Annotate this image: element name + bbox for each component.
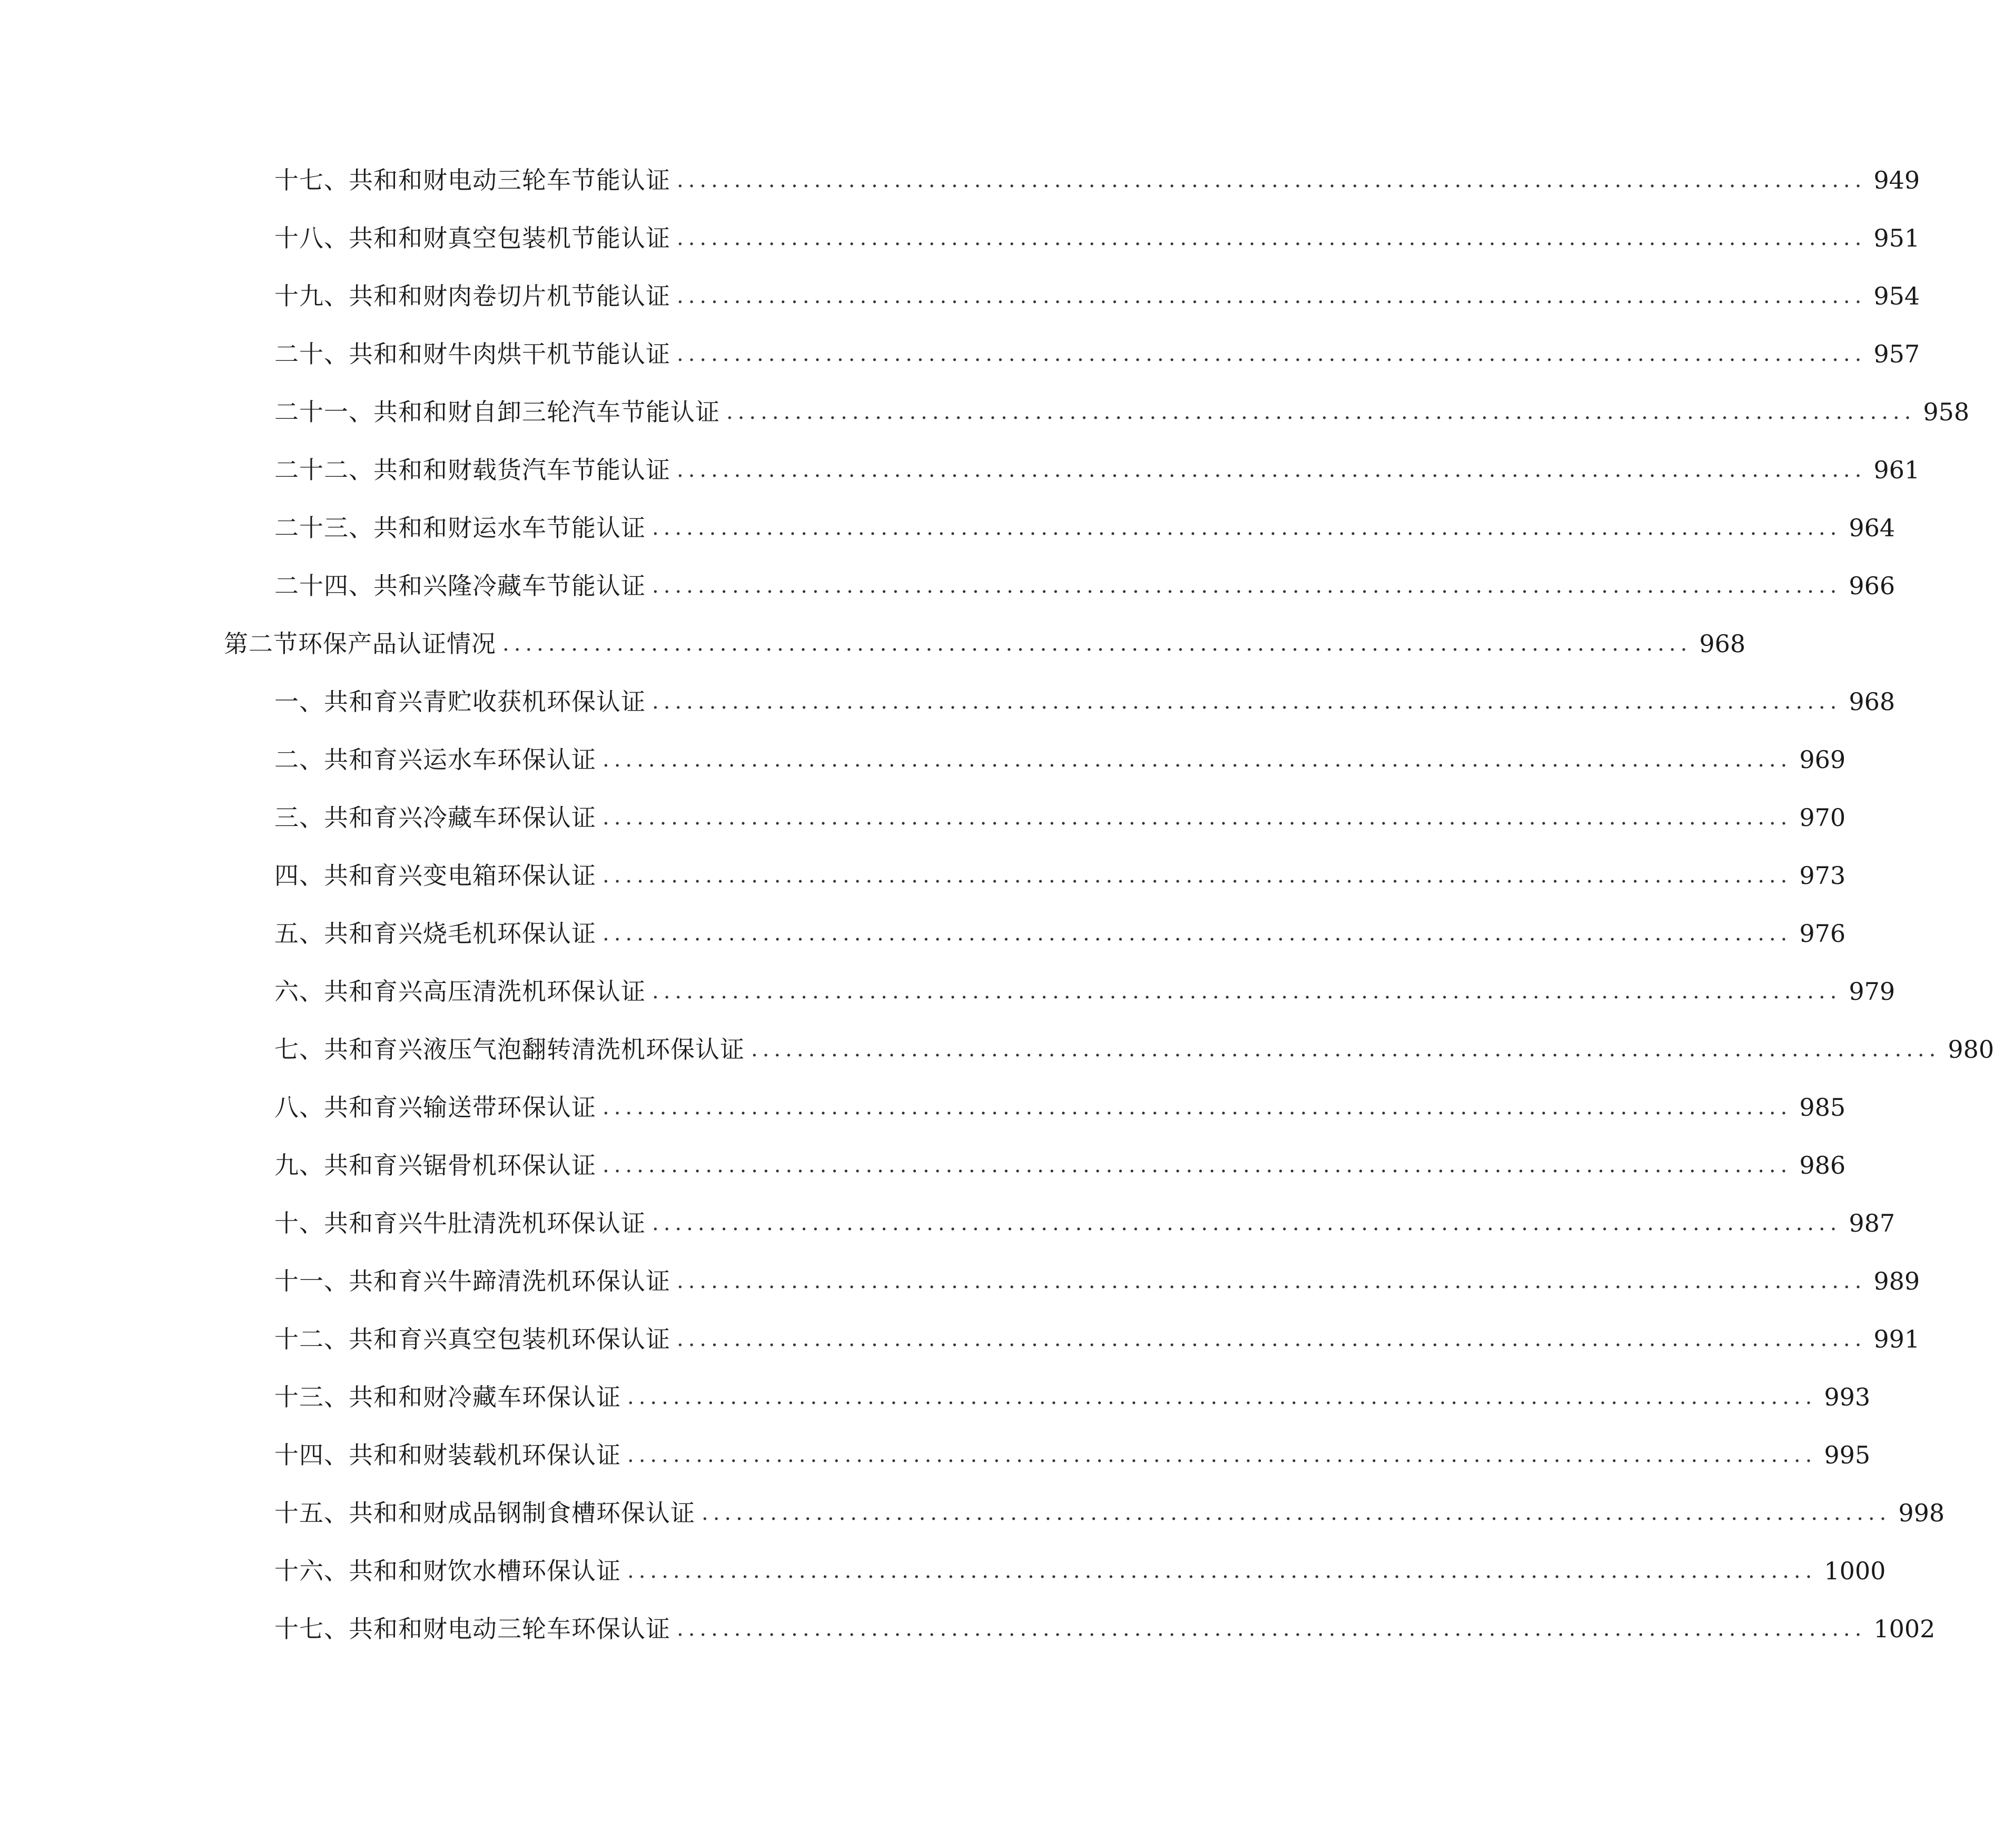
toc-entry-title: 共和育兴锯骨机环保认证 <box>324 1151 596 1179</box>
toc-dot-leader: ........................................................................................................ <box>603 1153 1792 1177</box>
toc-entry-title: 共和和财真空包装机节能认证 <box>349 224 670 252</box>
toc-dot-leader: ........................................................................................................ <box>751 1037 1941 1061</box>
toc-entry[interactable] <box>274 559 1896 602</box>
toc-entry[interactable] <box>274 270 1920 312</box>
toc-section-number: 第二节 <box>224 630 298 658</box>
toc-entry[interactable] <box>274 733 1846 775</box>
toc-entry-title: 共和育兴输送带环保认证 <box>324 1093 596 1122</box>
toc-entry-number: 五、 <box>274 919 324 948</box>
toc-entry-page: 964 <box>1849 514 1896 542</box>
toc-entry-number: 二十四、 <box>274 572 373 600</box>
toc-entry-number: 十七、 <box>274 166 349 194</box>
toc-entry-title: 共和育兴变电箱环保认证 <box>324 861 596 890</box>
toc-entry[interactable] <box>274 1255 1920 1297</box>
toc-dot-leader: ........................................................................................................ <box>677 284 1867 308</box>
toc-entry-number: 十四、 <box>274 1441 349 1469</box>
toc-entry-title: 共和和财牛肉烘干机节能认证 <box>349 340 670 368</box>
toc-dot-leader: ........................................................................................................ <box>652 516 1842 540</box>
toc-entry-page: 961 <box>1873 456 1920 484</box>
toc-entry-page: 966 <box>1849 572 1896 600</box>
toc-entry-page: 957 <box>1873 340 1920 368</box>
toc-section-title: 环保产品认证情况 <box>298 630 496 658</box>
toc-entry[interactable] <box>274 1313 1920 1355</box>
toc-entry-page: 949 <box>1873 166 1920 194</box>
toc-entry[interactable] <box>274 386 1970 428</box>
toc-dot-leader: ........................................................................................................ <box>627 1385 1817 1409</box>
toc-entry-title: 共和育兴烧毛机环保认证 <box>324 919 596 948</box>
toc-dot-leader: ........................................................................................................ <box>627 1559 1817 1583</box>
toc-entry[interactable] <box>274 1081 1846 1123</box>
toc-entry-page: 1000 <box>1824 1557 1886 1585</box>
toc-entry-title: 共和育兴青贮收获机环保认证 <box>324 687 646 716</box>
toc-entry[interactable] <box>274 212 1920 254</box>
toc-entry[interactable] <box>274 907 1846 949</box>
toc-entry-page: 968 <box>1699 630 1746 658</box>
toc-entry[interactable] <box>274 675 1896 717</box>
toc-entry-title: 共和和财成品钢制食槽环保认证 <box>349 1499 695 1527</box>
toc-entry[interactable] <box>274 1371 1871 1413</box>
toc-entry-title: 共和育兴牛肚清洗机环保认证 <box>324 1209 646 1237</box>
toc-entry[interactable] <box>274 849 1846 891</box>
toc-entry-page: 980 <box>1948 1035 1994 1064</box>
toc-entry-page: 1002 <box>1873 1615 1936 1643</box>
toc-entry-page: 969 <box>1799 745 1846 774</box>
toc-entry[interactable] <box>274 1487 1945 1529</box>
toc-entry[interactable] <box>274 1139 1846 1181</box>
toc-entry-page: 951 <box>1873 224 1920 252</box>
toc-entry-page: 995 <box>1824 1441 1871 1469</box>
toc-entry-number: 二十、 <box>274 340 349 368</box>
toc-entry-page: 979 <box>1849 977 1896 1006</box>
toc-entry-number: 十八、 <box>274 224 349 252</box>
toc-entry[interactable] <box>274 1545 1886 1587</box>
toc-entry-number: 三、 <box>274 803 324 832</box>
toc-entry-number: 二十一、 <box>274 398 373 426</box>
toc-entry-title: 共和育兴高压清洗机环保认证 <box>324 977 646 1006</box>
toc-entry-number: 二十二、 <box>274 456 373 484</box>
toc-entry-title: 共和和财饮水槽环保认证 <box>349 1557 621 1585</box>
toc-entry-title: 共和和财电动三轮车节能认证 <box>349 166 670 194</box>
toc-entry-number: 二十三、 <box>274 514 373 542</box>
toc-entry-number: 七、 <box>274 1035 324 1064</box>
toc-entry[interactable] <box>274 1023 1994 1065</box>
toc-entry-title: 共和育兴真空包装机环保认证 <box>349 1325 670 1353</box>
toc-entry[interactable] <box>274 328 1920 370</box>
toc-entry-number: 八、 <box>274 1093 324 1122</box>
toc-entry-title: 共和育兴液压气泡翻转清洗机环保认证 <box>324 1035 745 1064</box>
toc-entry-number: 十九、 <box>274 282 349 310</box>
toc-dot-leader: ........................................................................................................ <box>677 1327 1867 1351</box>
toc-entry-number: 十七、 <box>274 1615 349 1643</box>
toc-entry-number: 四、 <box>274 861 324 890</box>
toc-dot-leader: ........................................................................................................ <box>603 921 1792 946</box>
toc-dot-leader: ........................................................................................................ <box>603 1095 1792 1119</box>
toc-dot-leader: ........................................................................................................ <box>627 1443 1817 1467</box>
toc-entry-title: 共和和财电动三轮车环保认证 <box>349 1615 670 1643</box>
toc-dot-leader: ........................................................................................................ <box>702 1501 1891 1525</box>
toc-entry-page: 987 <box>1849 1209 1896 1237</box>
toc-entry-number: 一、 <box>274 687 324 716</box>
toc-entry-title: 共和和财运水车节能认证 <box>373 514 646 542</box>
toc-entry-page: 973 <box>1799 861 1846 890</box>
toc-entry-page: 976 <box>1799 919 1846 948</box>
toc-entry-number: 九、 <box>274 1151 324 1179</box>
toc-entry[interactable] <box>274 1603 1936 1645</box>
toc-entry[interactable] <box>274 502 1896 544</box>
toc-entry[interactable] <box>274 791 1846 833</box>
toc-entry-page: 998 <box>1898 1499 1945 1527</box>
toc-entry-number: 二、 <box>274 745 324 774</box>
toc-entry-number: 十五、 <box>274 1499 349 1527</box>
toc-entry[interactable] <box>274 1429 1871 1471</box>
toc-dot-leader: ........................................................................................................ <box>677 1617 1867 1641</box>
toc-entry-title: 共和育兴牛蹄清洗机环保认证 <box>349 1267 670 1295</box>
toc-entry-number: 十、 <box>274 1209 324 1237</box>
toc-section-heading[interactable] <box>224 617 1746 660</box>
toc-entry-number: 十一、 <box>274 1267 349 1295</box>
toc-entry-page: 986 <box>1799 1151 1846 1179</box>
toc-entry-title: 共和和财肉卷切片机节能认证 <box>349 282 670 310</box>
toc-entry[interactable] <box>274 1197 1896 1239</box>
toc-entry[interactable] <box>274 154 1920 196</box>
toc-dot-leader: ........................................................................................................ <box>726 400 1916 424</box>
toc-entry-page: 954 <box>1873 282 1920 310</box>
toc-entry-page: 970 <box>1799 803 1846 832</box>
toc-dot-leader: ........................................................................................................ <box>652 574 1842 598</box>
toc-dot-leader: ........................................................................................................ <box>677 1269 1867 1293</box>
toc-entry-page: 985 <box>1799 1093 1846 1122</box>
toc-entry-title: 共和和财自卸三轮汽车节能认证 <box>373 398 720 426</box>
toc-entry-title: 共和育兴运水车环保认证 <box>324 745 596 774</box>
toc-dot-leader: ........................................................................................................ <box>652 1211 1842 1235</box>
toc-dot-leader: ........................................................................................................ <box>603 748 1792 772</box>
toc-dot-leader: ........................................................................................................ <box>652 979 1842 1004</box>
toc-entry-page: 991 <box>1873 1325 1920 1353</box>
toc-entry-title: 共和育兴冷藏车环保认证 <box>324 803 596 832</box>
toc-dot-leader: ........................................................................................................ <box>677 226 1867 250</box>
toc-entry-number: 十六、 <box>274 1557 349 1585</box>
toc-dot-leader: ........................................................................................................ <box>603 863 1792 888</box>
toc-entry-page: 968 <box>1849 687 1896 716</box>
toc-entry[interactable] <box>274 965 1896 1007</box>
toc-dot-leader: ........................................................................................................ <box>603 805 1792 830</box>
toc-entry-title: 共和兴隆冷藏车节能认证 <box>373 572 646 600</box>
toc-entry-page: 993 <box>1824 1383 1871 1411</box>
toc-entry-title: 共和和财冷藏车环保认证 <box>349 1383 621 1411</box>
toc-dot-leader: ........................................................................................................ <box>652 690 1842 714</box>
toc-dot-leader: ........................................................................................................ <box>677 458 1867 482</box>
toc-entry[interactable] <box>274 444 1920 486</box>
toc-dot-leader: ........................................................................................................ <box>502 632 1692 656</box>
toc-entry-title: 共和和财载货汽车节能认证 <box>373 456 670 484</box>
toc-entry-number: 十二、 <box>274 1325 349 1353</box>
toc-entry-page: 958 <box>1923 398 1970 426</box>
toc-entry-number: 十三、 <box>274 1383 349 1411</box>
toc-dot-leader: ........................................................................................................ <box>677 342 1867 366</box>
toc-entry-page: 989 <box>1873 1267 1920 1295</box>
toc-dot-leader: ........................................................................................................ <box>677 168 1867 192</box>
toc-entry-number: 六、 <box>274 977 324 1006</box>
toc-entry-title: 共和和财装载机环保认证 <box>349 1441 621 1469</box>
